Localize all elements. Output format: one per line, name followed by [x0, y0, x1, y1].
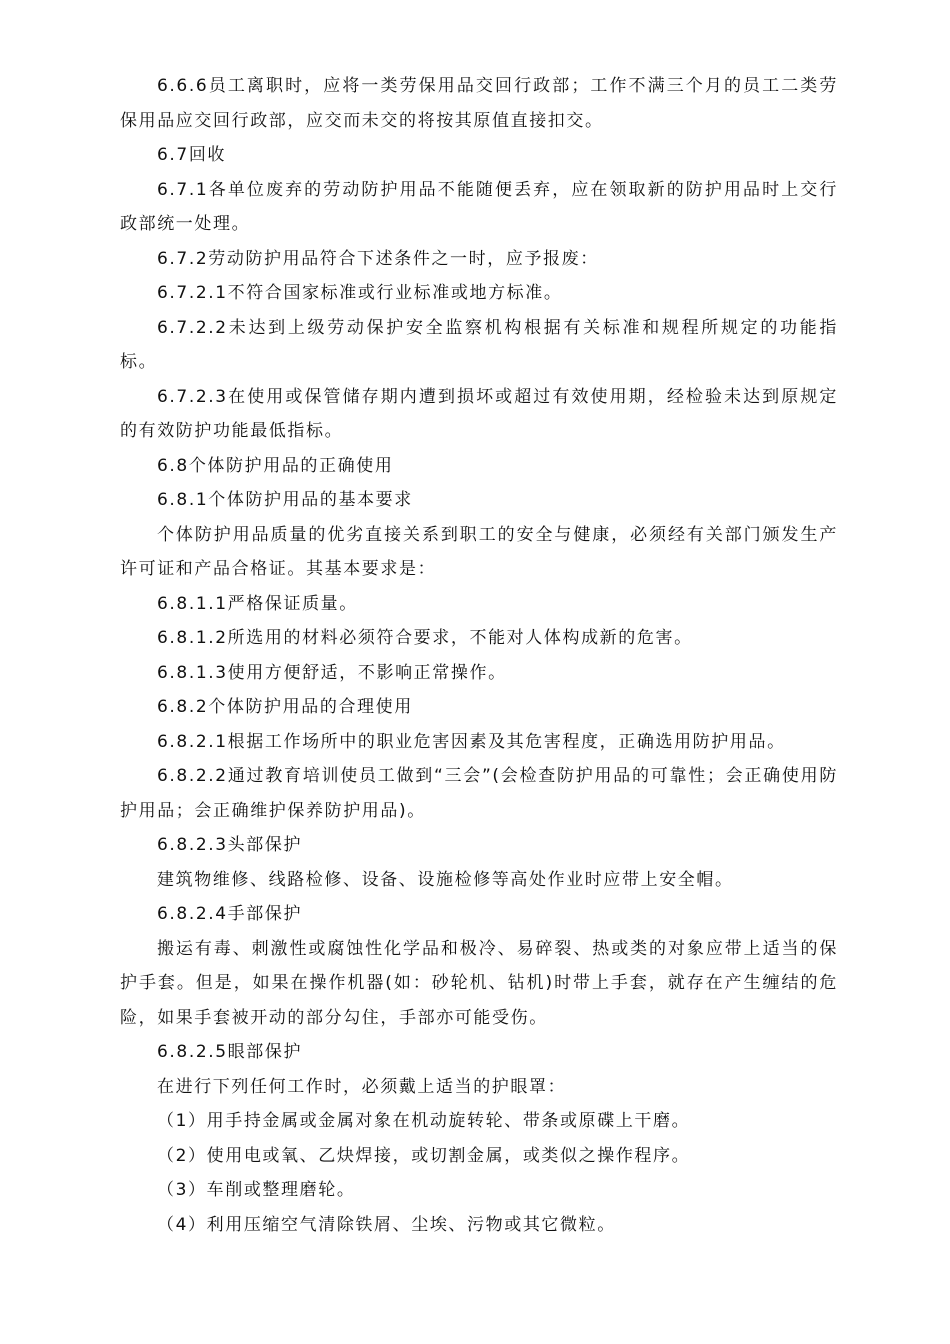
paragraph-6-8-2-2: 6.8.2.2通过教育培训使员工做到“三会”(会检查防护用品的可靠性；会正确使用防护用品；会正确维护保养防护用品)。 — [120, 766, 838, 821]
paragraph-6-7-2-3: 6.7.2.3在使用或保管储存期内遭到损坏或超过有效使用期，经检验未达到原规定的有效防护功能最低指标。 — [120, 386, 838, 441]
heading-6-7: 6.7回收 — [157, 145, 227, 165]
heading-6-8-1: 6.8.1个体防护用品的基本要求 — [157, 490, 413, 510]
list-item-3: （3）车削或整理磨轮。 — [157, 1180, 356, 1200]
paragraph-6-8-1-1: 6.8.1.1严格保证质量。 — [157, 593, 358, 614]
paragraph-6-7-1: 6.7.1各单位废弃的劳动防护用品不能随便丢弃，应在领取新的防护用品时上交行政部统一处理。 — [120, 179, 838, 234]
heading-6-8-2-5: 6.8.2.5眼部保护 — [157, 1042, 303, 1062]
list-item-1: （1）用手持金属或金属对象在机动旋转轮、带条或原碟上干磨。 — [157, 1111, 691, 1131]
paragraph-6-7-2-2: 6.7.2.2未达到上级劳动保护安全监察机构根据有关标准和规程所规定的功能指标。 — [120, 317, 838, 372]
paragraph-6-8-2-3: 建筑物维修、线路检修、设备、设施检修等高处作业时应带上安全帽。 — [157, 869, 734, 890]
paragraph-6-7-2-1: 6.7.2.1不符合国家标准或行业标准或地方标准。 — [157, 283, 563, 303]
paragraph-6-8-2-5: 在进行下列任何工作时，必须戴上适当的护眼罩： — [157, 1076, 567, 1097]
paragraph-6-6-6: 6.6.6员工离职时，应将一类劳保用品交回行政部；工作不满三个月的员工二类劳保用品应交回行政部，应交而未交的将按其原值直接扣交。 — [120, 76, 838, 131]
heading-6-8-2: 6.8.2个体防护用品的合理使用 — [157, 697, 413, 717]
heading-6-8-2-3: 6.8.2.3头部保护 — [157, 835, 303, 855]
paragraph-6-8-1-2: 6.8.1.2所选用的材料必须符合要求，不能对人体构成新的危害。 — [157, 628, 693, 648]
paragraph-6-8-2-1: 6.8.2.1根据工作场所中的职业危害因素及其危害程度，正确选用防护用品。 — [157, 731, 786, 752]
heading-6-8-2-4: 6.8.2.4手部保护 — [157, 904, 303, 924]
paragraph-6-8-2-4: 搬运有毒、刺激性或腐蚀性化学品和极冷、易碎裂、热或类的对象应带上适当的保护手套。但是，如果在操作机器(如：砂轮机、钻机)时带上手套，就存在产生缠结的危险，如果手套被开动的部分勾住，手部亦可能受伤。 — [120, 938, 838, 1028]
list-item-2: （2）使用电或氧、乙炔焊接，或切割金属，或类似之操作程序。 — [157, 1145, 691, 1166]
paragraph-6-8-1-3: 6.8.1.3使用方便舒适，不影响正常操作。 — [157, 662, 507, 683]
paragraph-6-8-1-intro: 个体防护用品质量的优劣直接关系到职工的安全与健康，必须经有关部门颁发生产许可证和产品合格证。其基本要求是： — [120, 524, 838, 579]
paragraph-6-7-2: 6.7.2劳动防护用品符合下述条件之一时，应予报废： — [157, 248, 599, 269]
list-item-4: （4）利用压缩空气清除铁屑、尘埃、污物或其它微粒。 — [157, 1214, 616, 1235]
heading-6-8: 6.8个体防护用品的正确使用 — [157, 455, 394, 476]
